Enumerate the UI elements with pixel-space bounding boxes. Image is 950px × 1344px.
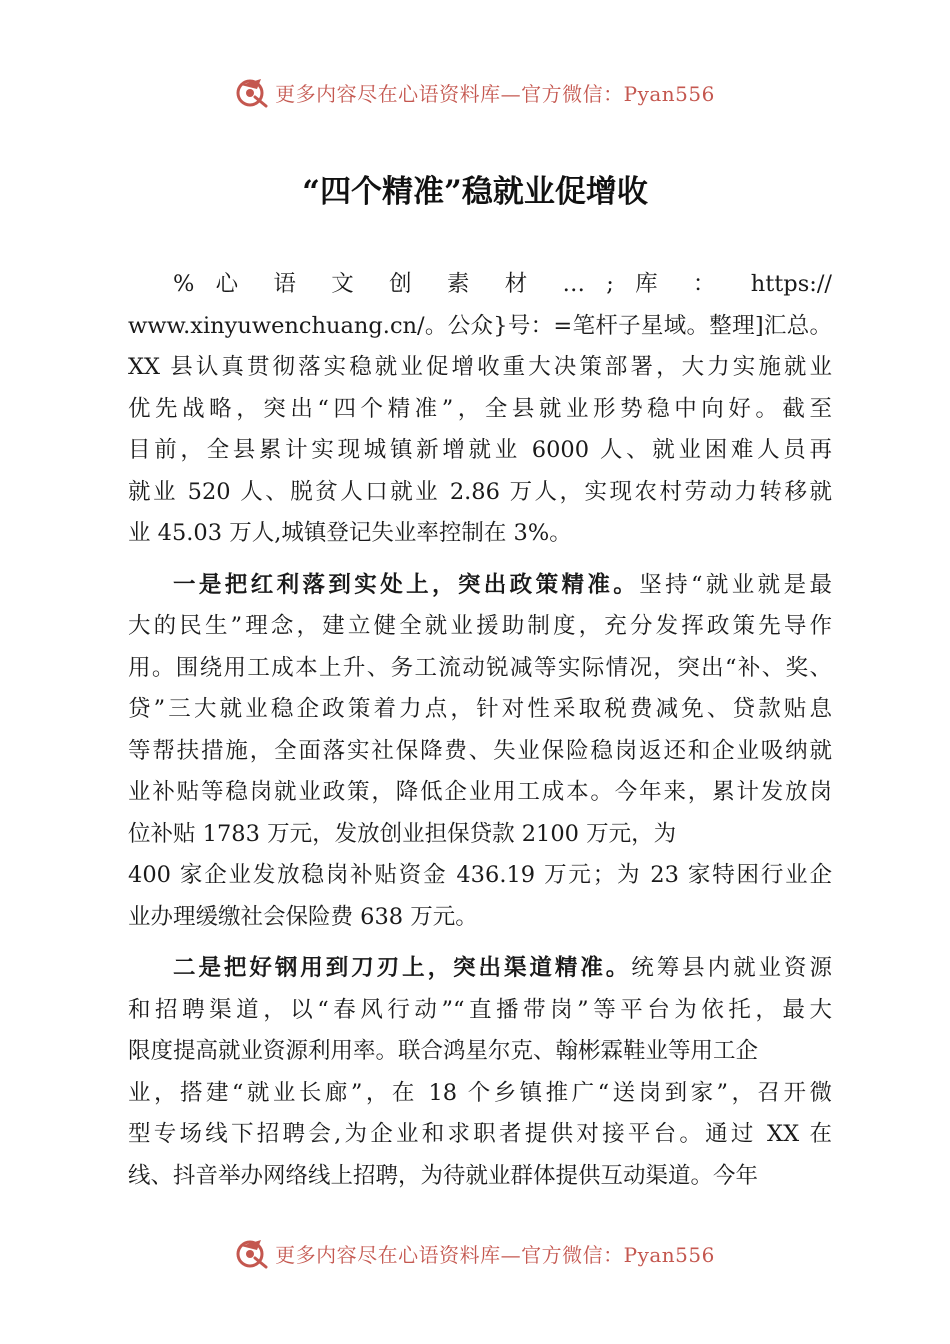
- paragraph-policy: [128, 565, 832, 939]
- document-body: [128, 264, 832, 1197]
- document-title: “四个精准”稳就业促增收: [302, 174, 648, 210]
- paragraph-line: 限度提高就业资源利用率。联合鸿星尔克、翰彬霖鞋业等用工企: [128, 1038, 759, 1064]
- paragraph-text: 统筹县内就业资源: [631, 955, 832, 981]
- paragraph-channels: [128, 948, 832, 1197]
- paragraph-line: 业补贴等稳岗就业政策，降低企业用工成本。今年来，累计发放岗: [128, 779, 832, 805]
- paragraph-heading: 一是把红利落到实处上，突出政策精准。: [173, 571, 640, 598]
- paragraph-heading: 二是把好钢用到刀刃上，突出渠道精准。: [173, 955, 632, 981]
- paragraph-line: 大的民生”理念，建立健全就业援助制度，充分发挥政策先导作: [128, 613, 832, 639]
- paragraph-line: www.xinyuwenchuang.cn/。公众}号：=笔杆子星域。整理]汇总。: [128, 312, 832, 339]
- paragraph-line: 贷”三大就业稳企政策着力点，针对性采取税费减免、贷款贴息: [128, 696, 832, 722]
- paragraph-text: 坚持“就业就是最: [639, 571, 832, 598]
- paragraph-line: XX 县认真贯彻落实稳就业促增收重大决策部署，大力实施就业: [128, 354, 832, 380]
- paragraph-line: 400 家企业发放稳岗补贴资金 436.19 万元；为 23 家特困行业企: [128, 862, 832, 888]
- paragraph-line: % 心 语 文 创 素 材 … ; 库 ： https://: [173, 271, 832, 297]
- paragraph-line: 优先战略，突出“四个精准”，全县就业形势稳中向好。截至: [128, 395, 832, 422]
- paragraph-line: 业办理缓缴社会保险费 638 万元。: [128, 903, 478, 930]
- paragraph-line: 线、抖音举办网络线上招聘，为待就业群体提供互动渠道。今年: [128, 1162, 759, 1189]
- paragraph-line: 和招聘渠道，以“春风行动”“直播带岗”等平台为依托，最大: [128, 996, 832, 1023]
- header-watermark-text: 更多内容尽在心语资料库—官方微信：Pyan556: [275, 81, 715, 106]
- footer-watermark-text: 更多内容尽在心语资料库—官方微信：Pyan556: [275, 1242, 715, 1267]
- paragraph-line: 业 45.03 万人,城镇登记失业率控制在 3%。: [128, 520, 572, 546]
- paragraph-intro: [128, 264, 832, 555]
- footer-watermark: [0, 1233, 950, 1273]
- paragraph-line: 用。围绕用工成本上升、务工流动锐减等实际情况，突出“补、奖、: [128, 654, 832, 681]
- xinyu-logo-icon: [235, 75, 269, 109]
- paragraph-line: 业，搭建“就业长廊”，在 18 个乡镇推广“送岗到家”，召开微: [128, 1079, 832, 1106]
- paragraph-line: [128, 565, 832, 607]
- xinyu-logo-icon: [235, 1236, 269, 1270]
- paragraph-line: 位补贴 1783 万元，发放创业担保贷款 2100 万元，为: [128, 820, 677, 847]
- paragraph-line: 型专场线下招聘会,为企业和求职者提供对接平台。通过 XX 在: [128, 1121, 832, 1147]
- paragraph-line: [128, 948, 832, 990]
- paragraph-line: 就业 520 人、脱贫人口就业 2.86 万人，实现农村劳动力转移就: [128, 478, 832, 505]
- paragraph-line: 等帮扶措施，全面落实社保降费、失业保险稳岗返还和企业吸纳就: [128, 737, 832, 764]
- paragraph-line: 目前，全县累计实现城镇新增就业 6000 人、就业困难人员再: [128, 437, 832, 463]
- header-watermark: [0, 72, 950, 112]
